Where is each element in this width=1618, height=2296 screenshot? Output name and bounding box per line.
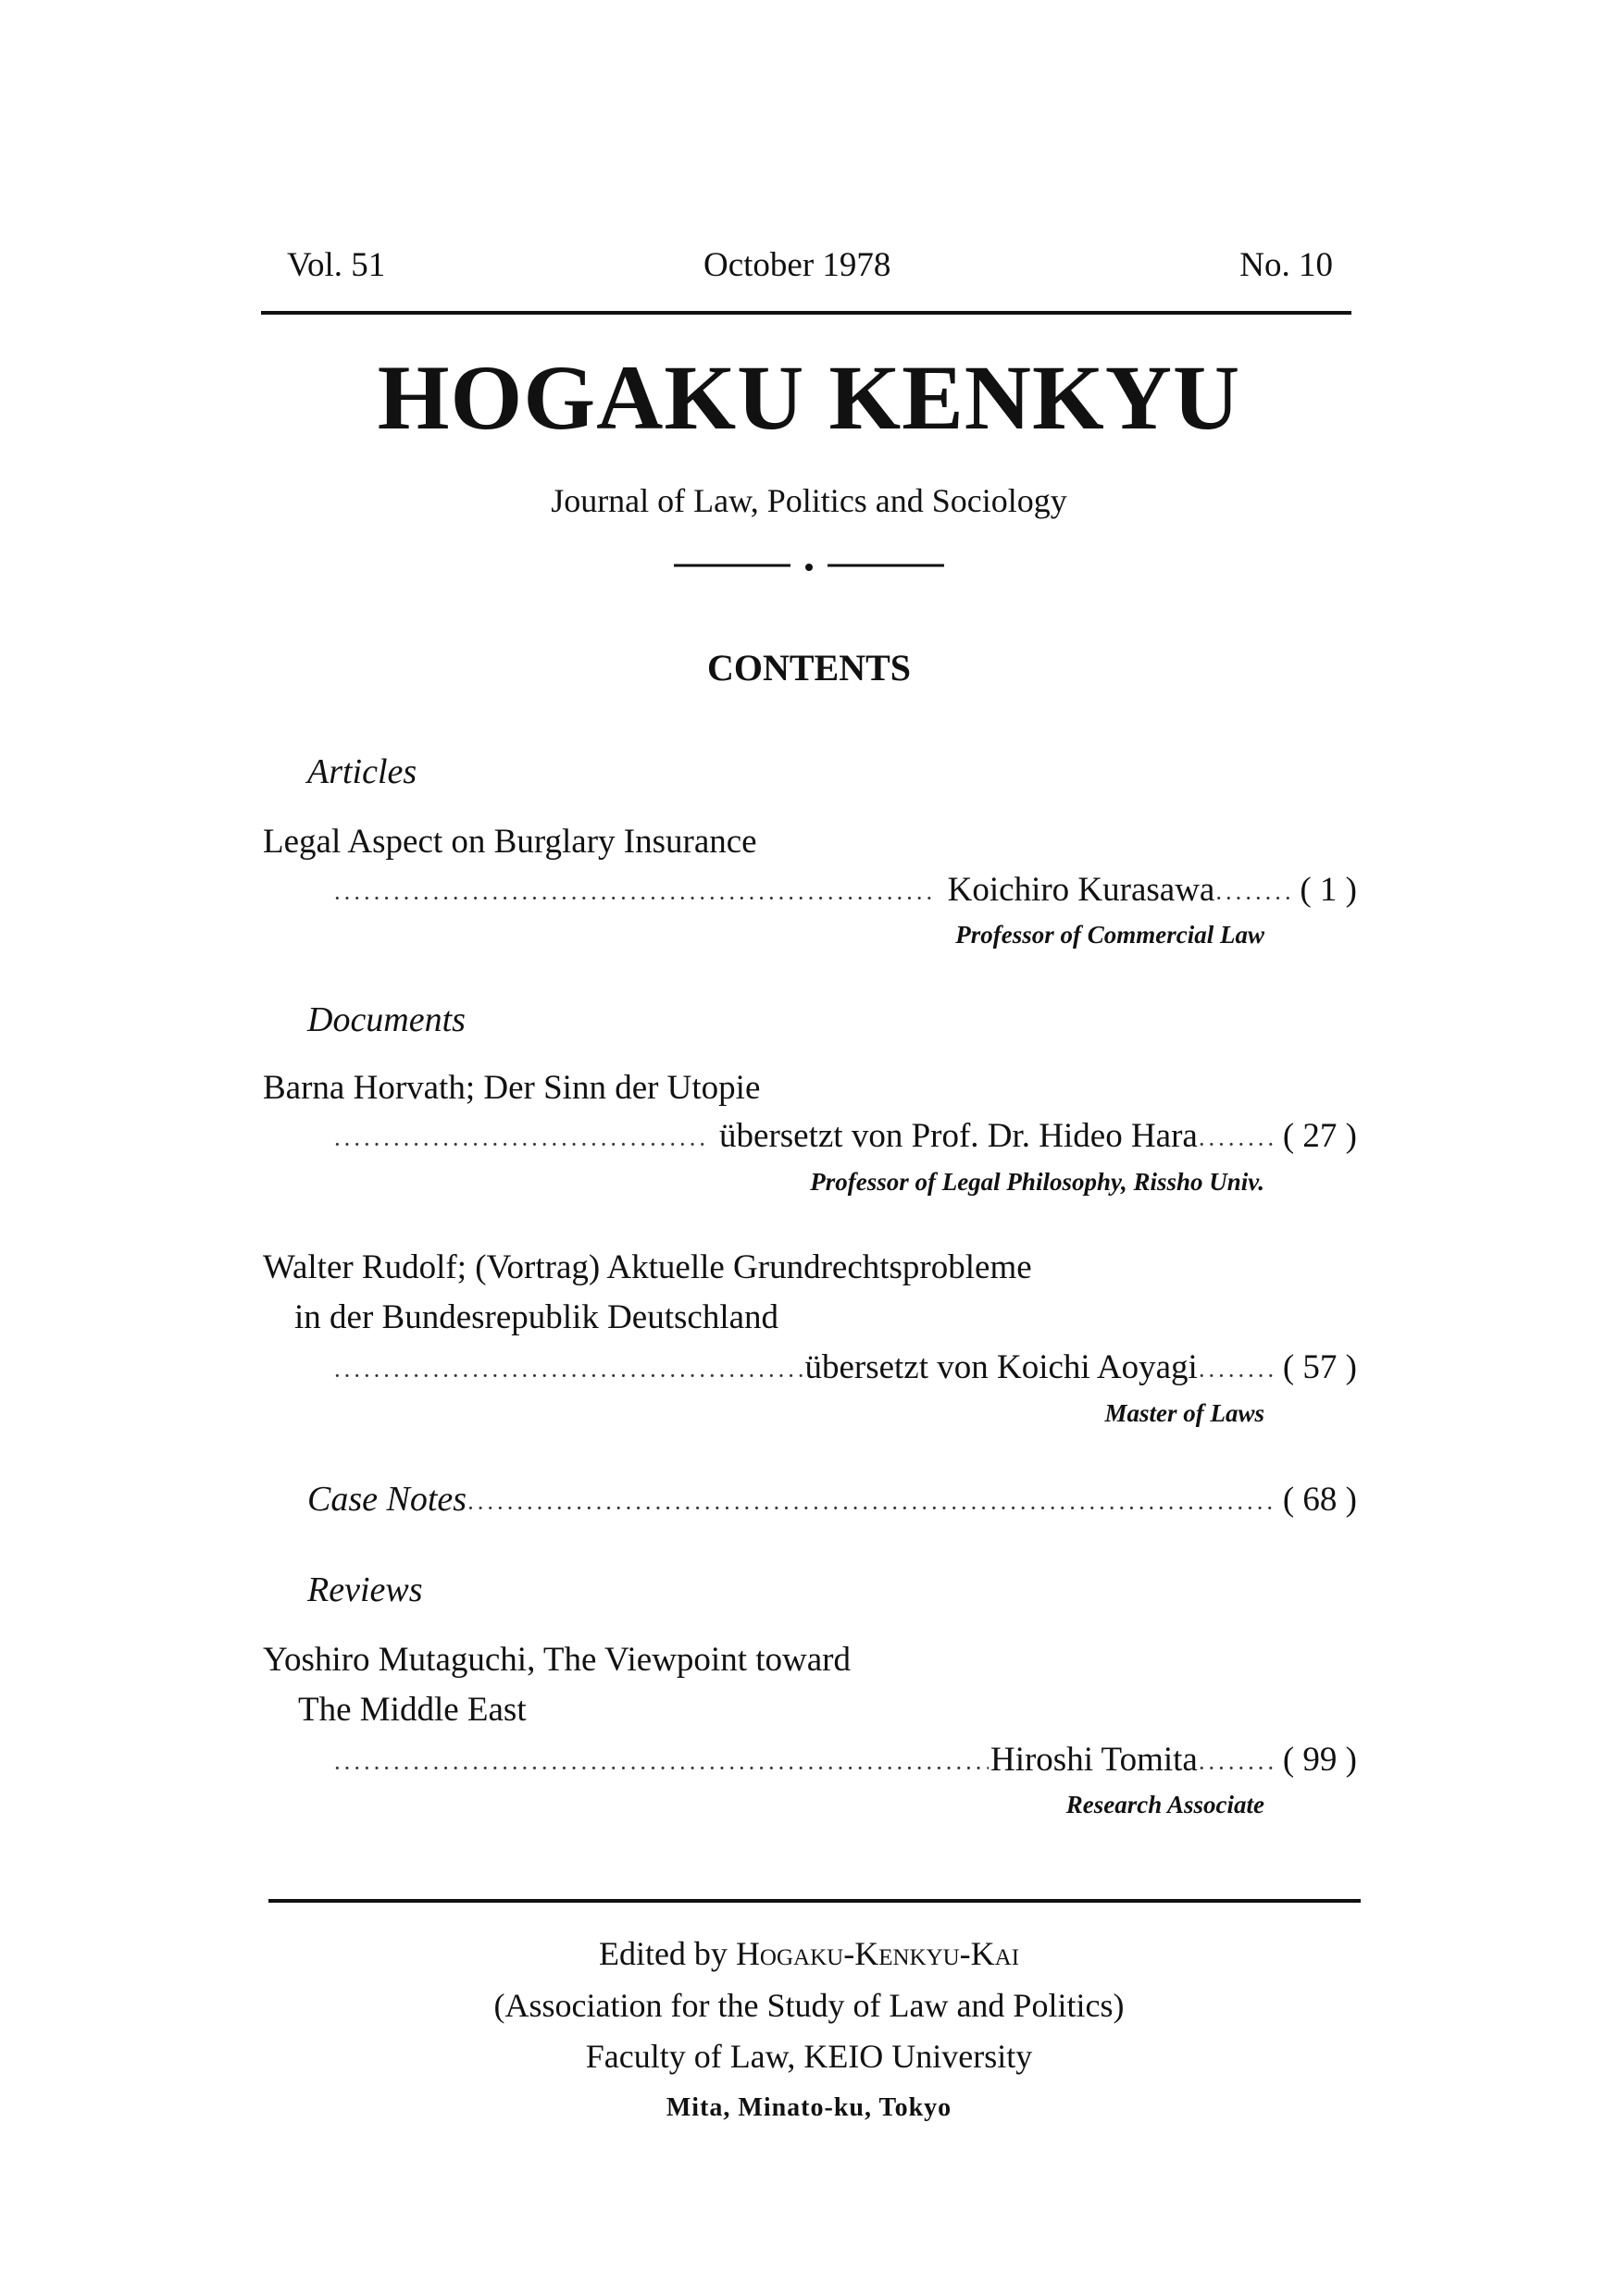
entry-title-line: Yoshiro Mutaguchi, The Viewpoint toward xyxy=(263,1641,851,1679)
entry-affiliation: Professor of Commercial Law xyxy=(955,921,1264,949)
entry-affiliation: Research Associate xyxy=(1065,1791,1264,1818)
faculty-line: Faculty of Law, KEIO University xyxy=(585,2038,1033,2075)
entry-page: ( 57 ) xyxy=(1282,1348,1357,1386)
section-articles-heading: Articles xyxy=(307,752,417,791)
leader-dots xyxy=(333,875,935,912)
issue-date: October 1978 xyxy=(703,246,891,284)
journal-header xyxy=(261,245,1351,301)
issue-number: No. 10 xyxy=(1239,246,1333,284)
toc-entry-row xyxy=(333,1347,1357,1392)
entry-title-line: Walter Rudolf; (Vortrag) Aktuelle Grundrechtsprobleme xyxy=(263,1248,1032,1286)
entry-title-line: in der Bundesrepublik Deutschland xyxy=(294,1298,779,1336)
editor-name: Hogaku-Kenkyu-Kai xyxy=(735,1935,1020,1972)
leader-dots xyxy=(1214,875,1294,912)
edited-by-line xyxy=(0,1934,1618,1973)
section-reviews-heading: Reviews xyxy=(307,1570,423,1609)
entry-page: ( 99 ) xyxy=(1282,1741,1357,1779)
section-case-notes-heading: Case Notes xyxy=(307,1480,467,1519)
toc-entry-row xyxy=(333,1740,1357,1784)
header-rule xyxy=(261,311,1351,315)
association-line: (Association for the Study of Law and Politics) xyxy=(493,1987,1125,2024)
leader-dots xyxy=(1198,1745,1277,1782)
contents-heading: CONTENTS xyxy=(706,647,912,689)
section-documents-heading: Documents xyxy=(307,1000,466,1039)
entry-author: übersetzt von Koichi Aoyagi xyxy=(804,1348,1198,1386)
edited-by-prefix: Edited by xyxy=(598,1935,728,1972)
entry-author: übersetzt von Prof. Dr. Hideo Hara xyxy=(719,1117,1198,1155)
entry-title-line: Barna Horvath; Der Sinn der Utopie xyxy=(263,1069,761,1107)
leader-dots xyxy=(333,1353,803,1390)
entry-page: ( 27 ) xyxy=(1282,1117,1357,1155)
entry-page: ( 68 ) xyxy=(1282,1481,1357,1519)
entry-author: Koichiro Kurasawa xyxy=(947,871,1215,909)
entry-title-line: Legal Aspect on Burglary Insurance xyxy=(263,823,757,861)
entry-author: Hiroshi Tomita xyxy=(989,1741,1198,1779)
journal-title: HOGAKU KENKYU xyxy=(377,346,1241,449)
leader-dots xyxy=(1198,1122,1277,1159)
toc-entry-row-case-notes xyxy=(307,1479,1357,1523)
entry-title-line: The Middle East xyxy=(298,1691,527,1729)
entry-page: ( 1 ) xyxy=(1300,871,1357,909)
entry-affiliation: Master of Laws xyxy=(1104,1399,1264,1427)
entry-affiliation: Professor of Legal Philosophy, Rissho Univ. xyxy=(810,1168,1264,1196)
ornament-divider xyxy=(674,559,944,572)
journal-subtitle: Journal of Law, Politics and Sociology xyxy=(551,482,1067,519)
toc-entry-row xyxy=(333,1116,1357,1160)
toc-entry-row xyxy=(333,870,1357,914)
leader-dots xyxy=(333,1745,989,1782)
leader-dots xyxy=(1198,1353,1277,1390)
leader-dots xyxy=(333,1122,706,1159)
volume-label: Vol. 51 xyxy=(287,246,386,284)
address-line: Mita, Minato-ku, Tokyo xyxy=(666,2093,952,2122)
footer-rule xyxy=(268,1899,1361,1903)
leader-dots xyxy=(467,1485,1277,1522)
